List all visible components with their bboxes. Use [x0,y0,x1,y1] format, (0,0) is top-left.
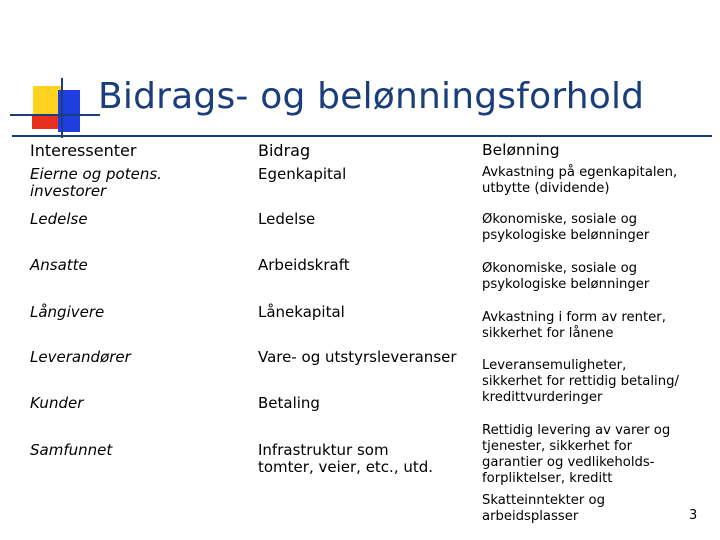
stakeholder-cell: Eierne og potens. investorer [30,165,162,200]
stakeholder-cell: Långivere [30,303,105,321]
slide-logo-graphic [0,0,100,140]
stakeholder-cell: Kunder [30,394,84,412]
contribution-cell: Infrastruktur som tomter, veier, etc., utd. [258,441,434,476]
reward-cell: Avkastning på egenkapitalen, utbytte (dividende) [482,165,678,196]
reward-cell: Økonomiske, sosiale og psykologiske belønninger [482,212,650,243]
reward-cell: Leveransemuligheter, sikkerhet for rettidig betaling/ kredittvurderinger [482,358,679,405]
reward-cell: Økonomiske, sosiale og psykologiske belønninger [482,261,650,292]
reward-cell: Avkastning i form av renter, sikkerhet for lånene [482,310,666,341]
contribution-cell: Ledelse [258,210,316,228]
stakeholder-cell: Ansatte [30,256,88,274]
contribution-cell: Betaling [258,394,320,412]
contribution-cell: Egenkapital [258,165,347,183]
header-belonning: Belønning [482,141,560,159]
contribution-cell: Arbeidskraft [258,256,350,274]
stakeholder-cell: Ledelse [30,210,88,228]
reward-cell: Rettidig levering av varer og tjenester, sikkerhet for garantier og vedlikeholds-forpliktelser, kreditt [482,423,671,486]
reward-cell: Skatteinntekter og arbeidsplasser [482,493,605,524]
logo-vertical-line [61,78,63,138]
stakeholder-cell: Samfunnet [30,441,113,459]
logo-horizontal-line [10,114,100,116]
title-underline [12,135,712,137]
contribution-cell: Vare- og utstyrsleveranser [258,348,457,366]
stakeholder-cell: Leverandører [30,348,131,366]
header-bidrag: Bidrag [258,141,311,160]
slide-title: Bidrags- og belønningsforhold [98,76,645,117]
page-number: 3 [689,508,698,523]
logo-red-square [32,116,58,129]
header-interessenter: Interessenter [30,141,137,160]
contribution-cell: Lånekapital [258,303,345,321]
